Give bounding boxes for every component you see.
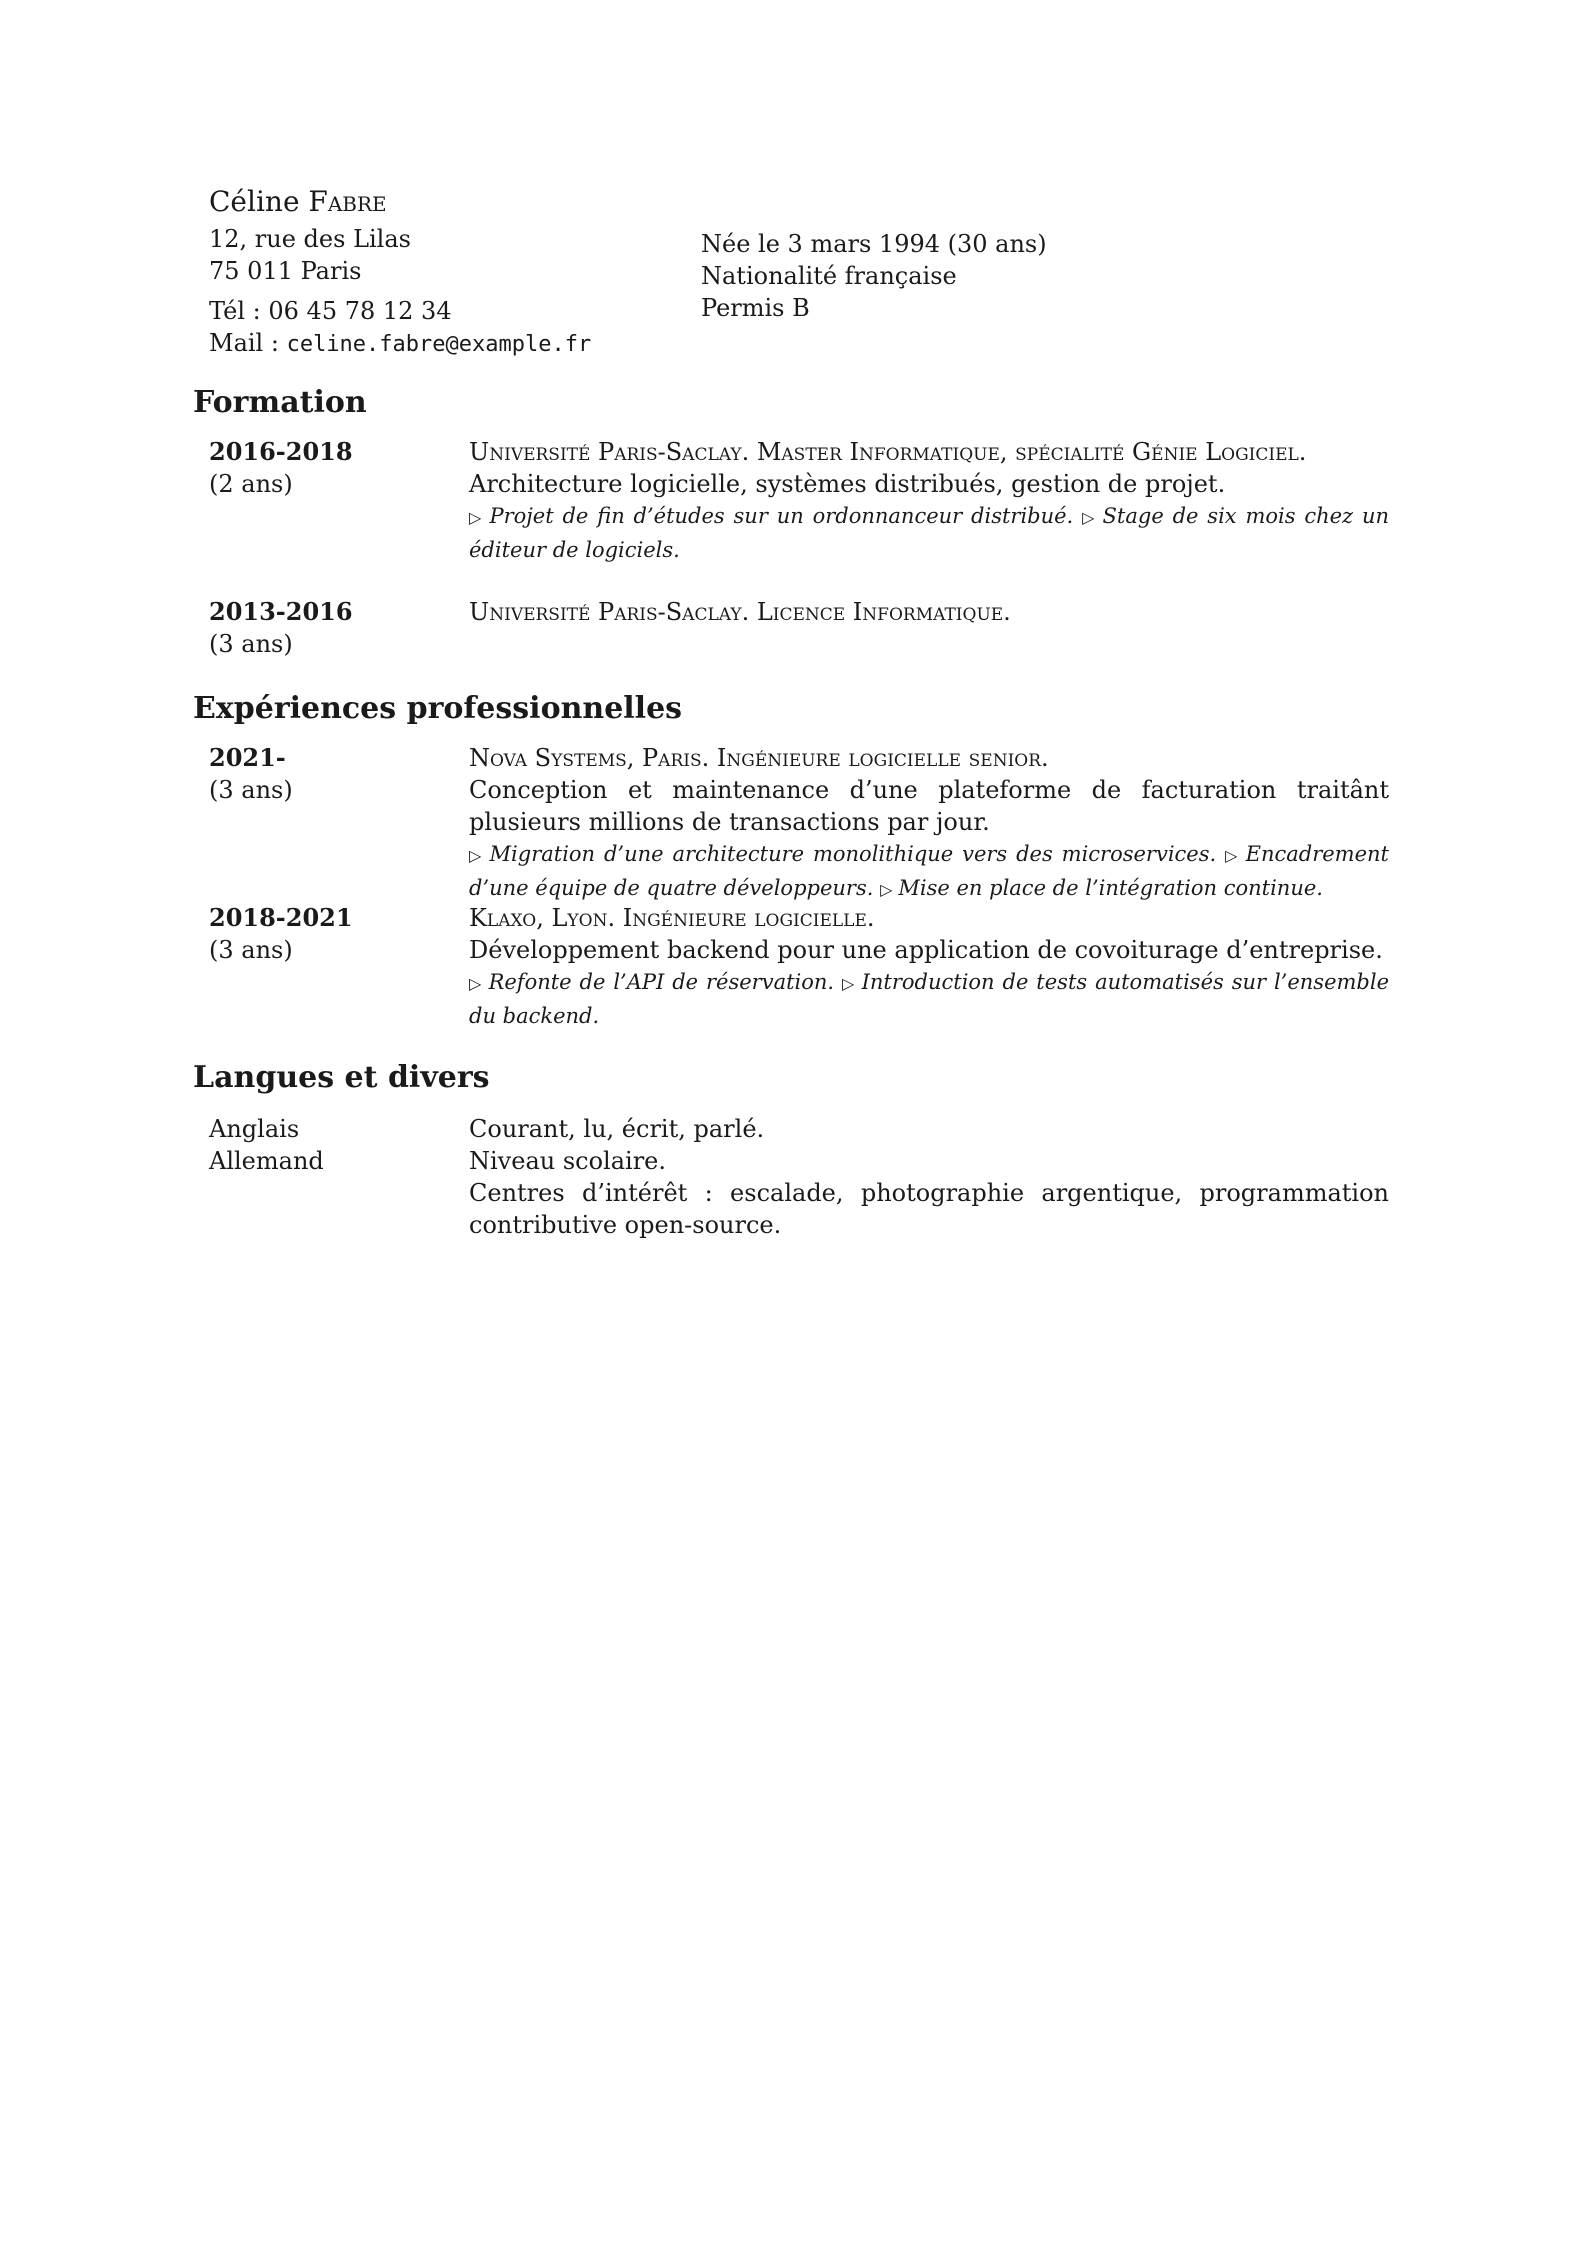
mail-line — [209, 327, 591, 361]
entry-body — [469, 742, 1389, 906]
triangle-bullet-icon: ▷ — [1225, 846, 1240, 865]
entry-heading: Nova Systems, Paris. Ingénieure logicielle senior. — [469, 744, 1049, 772]
phone-number: 06 45 78 12 34 — [268, 297, 452, 325]
nationality-info: Nationalité française — [701, 262, 957, 290]
email-address: celine.fabre@example.fr — [286, 332, 592, 357]
entry-description: Conception et maintenance d’une plateforme de facturation traitânt plusieurs millions de transactions par jour. — [469, 776, 1389, 836]
first-name: Céline — [209, 185, 300, 218]
triangle-bullet-icon: ▷ — [1082, 508, 1097, 527]
detail-item: Refonte de l’API de réservation. — [488, 970, 835, 994]
entry-body — [469, 436, 1389, 566]
entry-details — [469, 966, 1389, 1032]
entry-description: Architecture logicielle, systèmes distribués, gestion de projet. — [469, 470, 1226, 498]
entry-dates — [209, 902, 469, 966]
entry-heading: Université Paris-Saclay. Master Informatique, spécialité Génie Logiciel. — [469, 438, 1307, 466]
entry-duration: (2 ans) — [209, 470, 293, 498]
interests-text: Centres d’intérêt : escalade, photographie argentique, programmation contributive open-source. — [469, 1179, 1389, 1239]
triangle-bullet-icon: ▷ — [842, 974, 856, 993]
section-title-formation: Formation — [193, 385, 367, 420]
last-name: Fabre — [308, 185, 387, 218]
entry-heading: Klaxo, Lyon. Ingénieure logicielle. — [469, 904, 875, 932]
formation-entry — [209, 436, 1389, 596]
entry-years: 2021- — [209, 743, 286, 772]
license-info: Permis B — [701, 294, 810, 322]
entry-dates — [209, 436, 469, 500]
triangle-bullet-icon: ▷ — [469, 974, 483, 993]
experience-entry — [209, 742, 1389, 902]
entry-years: 2013-2016 — [209, 597, 353, 626]
experience-entry — [209, 902, 1389, 1030]
full-name — [209, 185, 387, 219]
phone-line — [209, 295, 452, 327]
detail-item: Introduction de tests automatisés sur l’ensemble du backend. — [469, 970, 1389, 1028]
address-line-2: 75 011 Paris — [209, 257, 362, 285]
detail-item: Mise en place de l’intégration continue. — [898, 876, 1323, 900]
language-level: Courant, lu, écrit, parlé. — [469, 1115, 765, 1143]
detail-item: Projet de fin d’études sur un ordonnanceur distribué. — [489, 504, 1074, 528]
entry-dates — [209, 742, 469, 806]
formation-entry — [209, 596, 1389, 660]
detail-item: Stage de six mois chez un éditeur de logiciels. — [469, 504, 1389, 562]
triangle-bullet-icon: ▷ — [880, 880, 893, 899]
language-name: Allemand — [209, 1147, 324, 1175]
entry-duration: (3 ans) — [209, 936, 293, 964]
phone-label: Tél : — [209, 297, 269, 325]
personal-info — [701, 228, 1047, 324]
triangle-bullet-icon: ▷ — [469, 846, 484, 865]
entry-duration: (3 ans) — [209, 630, 293, 658]
entry-duration: (3 ans) — [209, 776, 293, 804]
language-name: Anglais — [209, 1115, 300, 1143]
entry-years: 2018-2021 — [209, 903, 353, 932]
birth-info: Née le 3 mars 1994 (30 ans) — [701, 230, 1047, 258]
mail-label: Mail : — [209, 329, 287, 357]
section-title-langues: Langues et divers — [193, 1060, 490, 1095]
entry-details — [469, 500, 1389, 566]
entry-dates — [209, 596, 469, 660]
entry-body — [469, 902, 1389, 1032]
section-title-experience: Expériences professionnelles — [193, 691, 683, 726]
entry-description: Développement backend pour une application de covoiturage d’entreprise. — [469, 936, 1383, 964]
address-line-1: 12, rue des Lilas — [209, 225, 411, 253]
entry-years: 2016-2018 — [209, 437, 353, 466]
cv-header — [209, 185, 1409, 365]
detail-item: Encadrement d’une équipe de quatre développeurs. — [469, 842, 1389, 900]
entry-body — [469, 596, 1389, 628]
entry-details — [469, 838, 1389, 906]
detail-item: Migration d’une architecture monolithique vers des microservices. — [489, 842, 1217, 866]
entry-heading: Université Paris-Saclay. Licence Informatique. — [469, 598, 1011, 626]
language-level: Niveau scolaire. — [469, 1147, 667, 1175]
triangle-bullet-icon: ▷ — [469, 508, 484, 527]
